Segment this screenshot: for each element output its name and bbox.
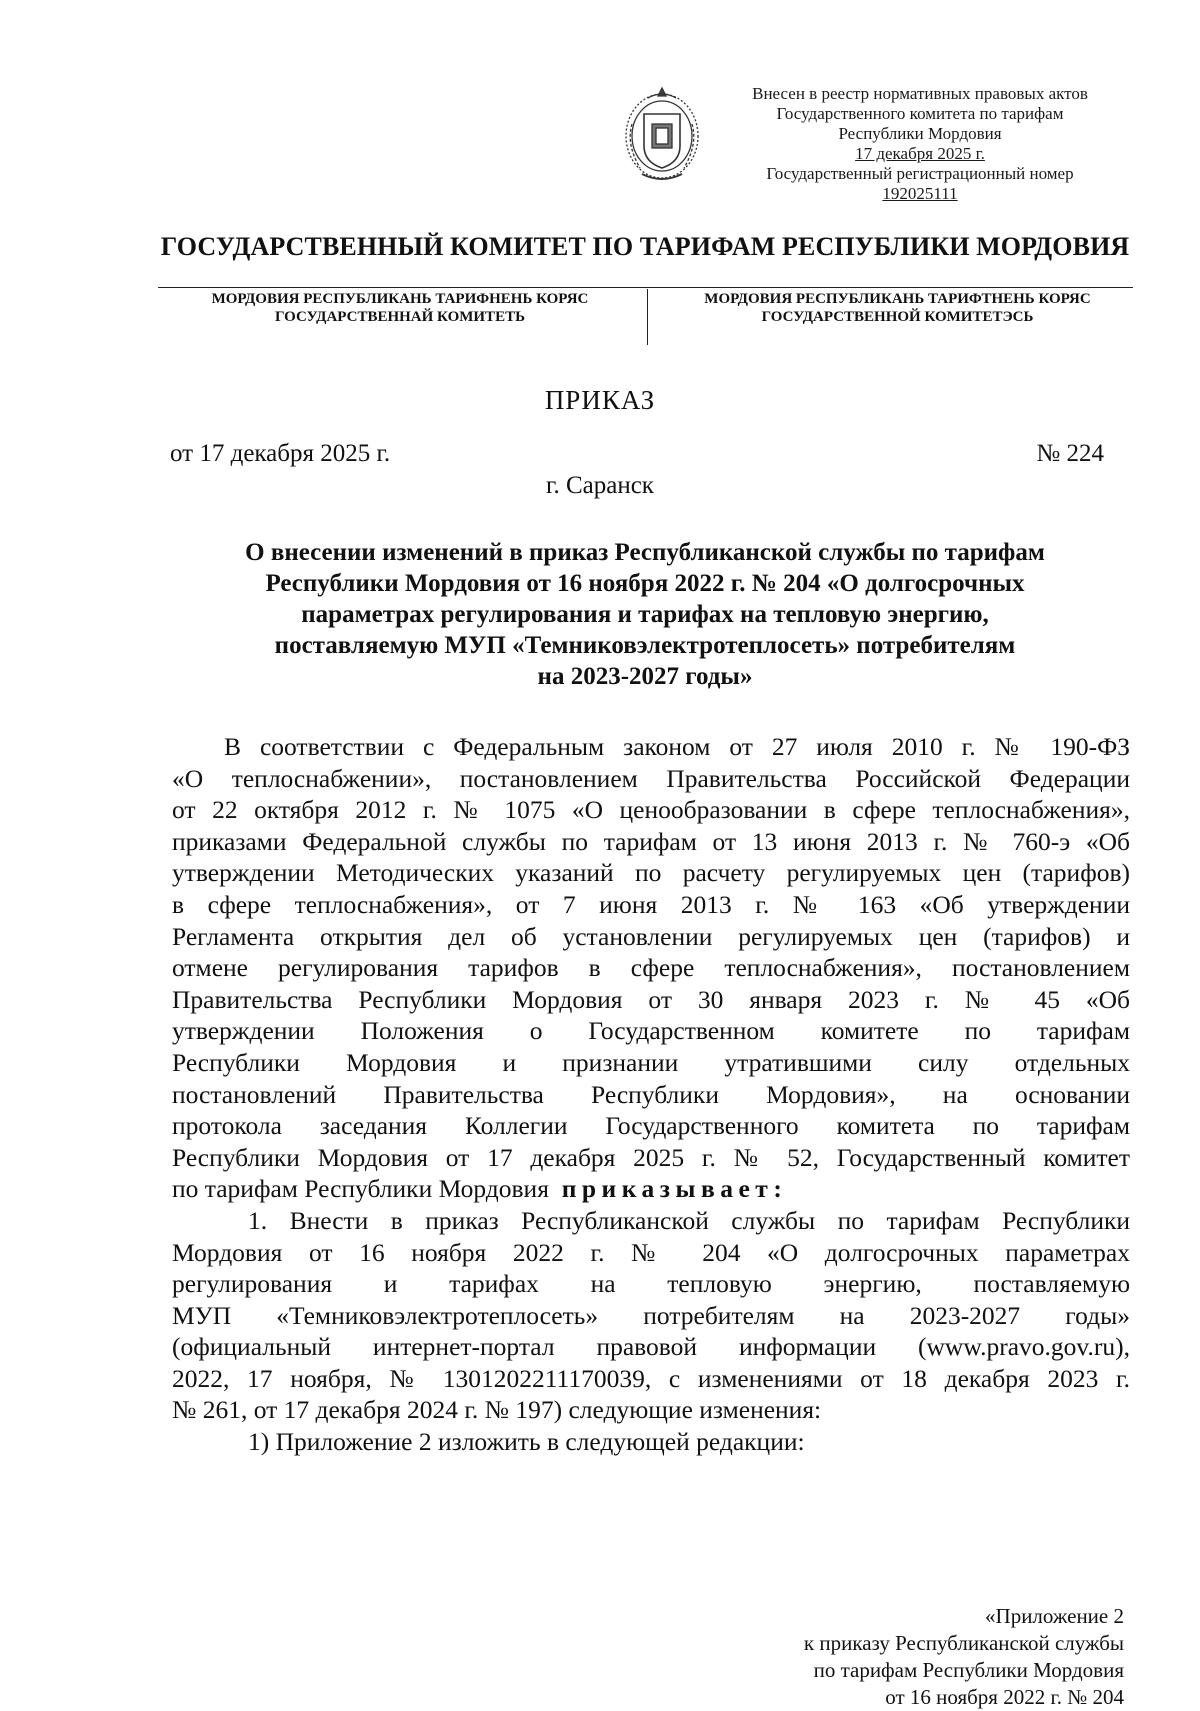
- body-line-directive: [172, 1173, 1130, 1205]
- body-line: постановлений Правительства Республики Мордовия», на основании: [172, 1079, 1130, 1109]
- body-line: Правительства Республики Мордовия от 30 января 2023 г. № 45 «Об: [172, 984, 1130, 1014]
- directive-word: приказывает:: [561, 1174, 788, 1204]
- registry-date: 17 декабря 2025 г.: [855, 144, 985, 163]
- registry-line-3: Республики Мордовия: [838, 124, 1002, 143]
- body-line: утверждении Методических указаний по расчету регулируемых цен (тарифов): [172, 858, 1130, 888]
- subject-line: Республики Мордовия от 16 ноября 2022 г. № 204 «О долгосрочных: [265, 570, 1025, 597]
- body-line: (официальный интернет-портал правовой информации (www.pravo.gov.ru),: [172, 1332, 1130, 1362]
- registry-note: [735, 84, 1105, 204]
- header-right-line-2: ГОСУДАРСТВЕННОЙ КОМИТЕТЭСЬ: [761, 309, 1034, 325]
- body-line: приказами Федеральной службы по тарифам от 13 июня 2013 г. № 760-э «Об: [172, 826, 1130, 856]
- body-line-text: по тарифам Республики Мордовия: [172, 1174, 549, 1204]
- header-right-block: [655, 290, 1140, 326]
- organization-title: ГОСУДАРСТВЕННЫЙ КОМИТЕТ ПО ТАРИФАМ РЕСПУБЛИКИ МОРДОВИЯ: [160, 232, 1130, 261]
- order-city: г. Саранск: [546, 472, 654, 499]
- order-number: № 224: [1036, 440, 1104, 467]
- body-line: Республики Мордовия от 17 декабря 2025 г. № 52, Государственный комитет: [172, 1142, 1130, 1172]
- appendix-line-3: по тарифам Республики Мордовия: [813, 1658, 1124, 1682]
- registry-number: 192025111: [882, 184, 958, 203]
- body-line: 1. Внести в приказ Республиканской службы по тарифам Республики: [248, 1205, 1130, 1235]
- body-line: 1) Приложение 2 изложить в следующей редакции:: [248, 1427, 805, 1457]
- body-line: № 261, от 17 декабря 2024 г. № 197) следующие изменения:: [172, 1395, 822, 1425]
- subject-line: параметрах регулирования и тарифах на тепловую энергию,: [301, 601, 989, 628]
- body-line: протокола заседания Коллегии Государственного комитета по тарифам: [172, 1111, 1130, 1141]
- body-line: МУП «Темниковэлектротеплосеть» потребителям на 2023-2027 годы»: [172, 1300, 1130, 1330]
- body-line: от 22 октября 2012 г. № 1075 «О ценообразовании в сфере теплоснабжения»,: [172, 795, 1130, 825]
- order-subject: [150, 537, 1140, 692]
- appendix-reference: [804, 1603, 1124, 1711]
- body-line: Республики Мордовия и признании утратившими силу отдельных: [172, 1047, 1130, 1077]
- appendix-line-4: от 16 ноября 2022 г. № 204: [885, 1685, 1124, 1709]
- header-left-line-2: ГОСУДАРСТВЕННАЙ КОМИТЕТЬ: [274, 309, 525, 325]
- body-line: регулирования и тарифах на тепловую энергию, поставляемую: [172, 1269, 1130, 1299]
- body-line: «О теплоснабжении», постановлением Правительства Российской Федерации: [172, 763, 1130, 793]
- header-left-block: [160, 290, 640, 326]
- body-line: В соответствии с Федеральным законом от 27 июля 2010 г. № 190-ФЗ: [224, 732, 1130, 761]
- document-body: [172, 731, 1130, 1458]
- subject-line: на 2023-2027 годы»: [537, 663, 753, 690]
- body-line: Мордовия от 16 ноября 2022 г. № 204 «О долгосрочных параметрах: [172, 1237, 1130, 1267]
- body-line: 2022, 17 ноября, № 1301202211170039, с изменениями от 18 декабря 2023 г.: [172, 1363, 1130, 1393]
- registry-line-2: Государственного комитета по тарифам: [776, 104, 1064, 123]
- appendix-line-2: к приказу Республиканской службы: [803, 1631, 1124, 1655]
- body-line: утверждении Положения о Государственном комитете по тарифам: [172, 1016, 1130, 1046]
- header-vertical-divider: [647, 289, 648, 345]
- body-line: в сфере теплоснабжения», от 7 июня 2013 г. № 163 «Об утверждении: [172, 889, 1130, 919]
- registry-line-1: Внесен в реестр нормативных правовых актов: [752, 84, 1088, 103]
- document-type: ПРИКАЗ: [544, 385, 656, 415]
- body-line: Регламента открытия дел об установлении регулируемых цен (тарифов) и: [172, 921, 1130, 951]
- coat-of-arms-emblem: [618, 84, 706, 188]
- appendix-line-1: «Приложение 2: [985, 1604, 1124, 1628]
- subject-line: О внесении изменений в приказ Республиканской службы по тарифам: [245, 539, 1045, 566]
- subject-line: поставляемую МУП «Темниковэлектротеплосеть» потребителям: [274, 632, 1016, 659]
- header-divider: [158, 287, 1133, 288]
- header-right-line-1: МОРДОВИЯ РЕСПУБЛИКАНЬ ТАРИФТНЕНЬ КОРЯС: [704, 291, 1091, 307]
- registry-line-5: Государственный регистрационный номер: [766, 164, 1074, 183]
- header-left-line-1: МОРДОВИЯ РЕСПУБЛИКАНЬ ТАРИФНЕНЬ КОРЯС: [211, 291, 589, 307]
- body-line: отмене регулирования тарифов в сфере теплоснабжения», постановлением: [172, 953, 1130, 983]
- order-date: от 17 декабря 2025 г.: [170, 440, 391, 467]
